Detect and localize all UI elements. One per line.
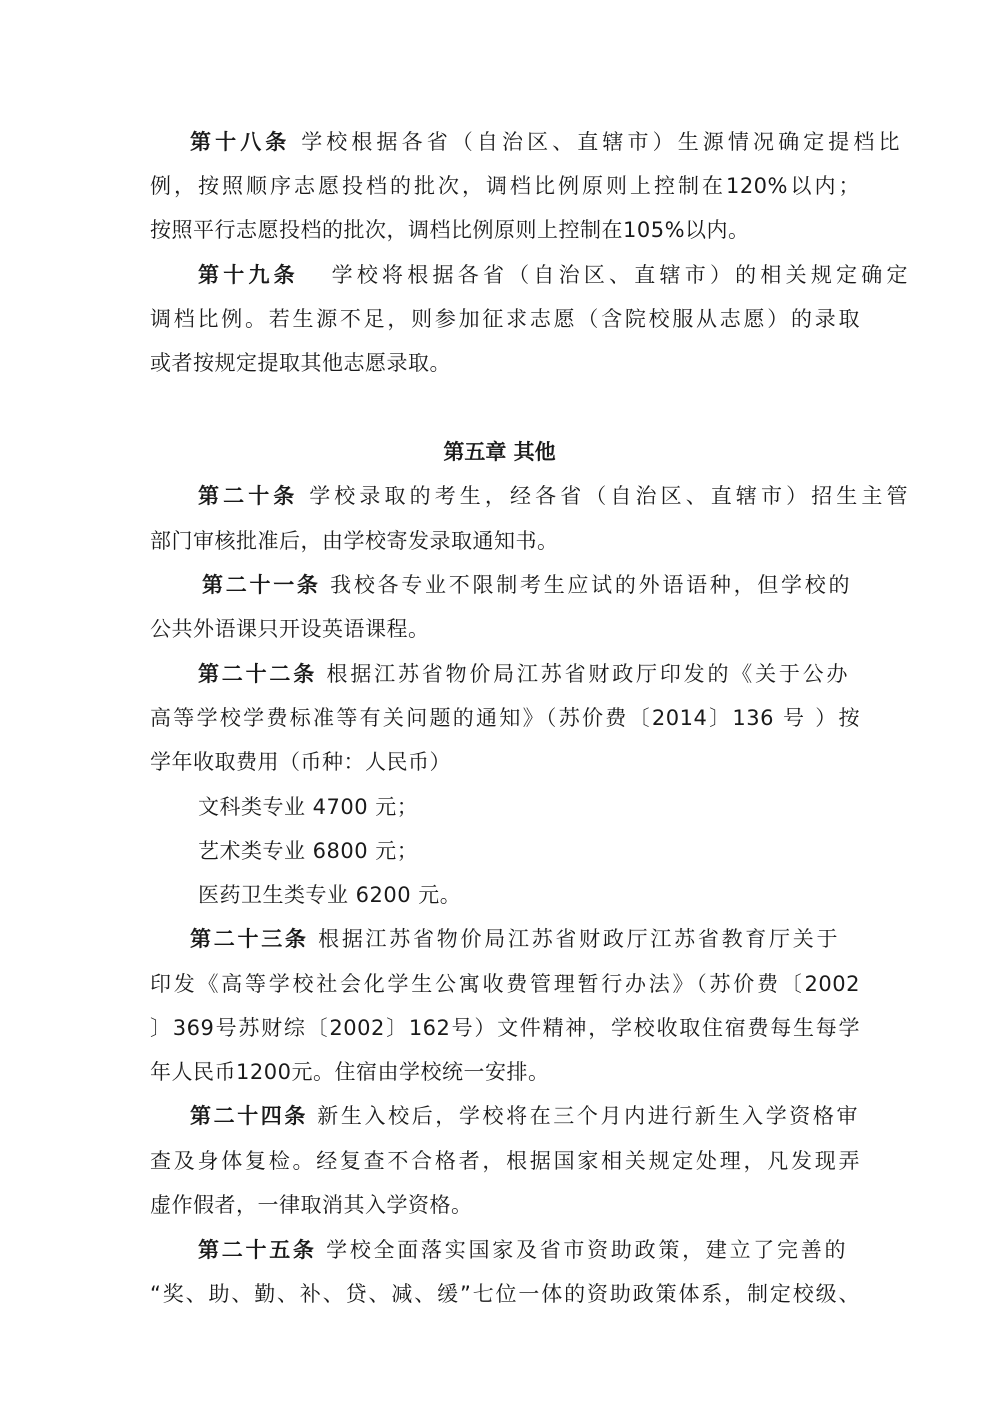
article-heading: 第二十五条 bbox=[198, 1238, 317, 1262]
article-25-line-1: 第二十五条 学校全面落实国家及省市资助政策，建立了完善的 bbox=[198, 1238, 847, 1262]
article-heading: 第二十二条 bbox=[198, 662, 318, 686]
article-23-line-3: 〕369号苏财综〔2002〕162号）文件精神，学校收取住宿费每生每学 bbox=[150, 1016, 860, 1040]
article-20-line-2: 部门审核批准后，由学校寄发录取通知书。 bbox=[150, 529, 559, 553]
article-heading: 第十八条 bbox=[190, 130, 291, 154]
article-24-line-2: 查及身体复检。经复查不合格者，根据国家相关规定处理，凡发现弄 bbox=[150, 1149, 860, 1173]
article-22-line-2: 高等学校学费标准等有关问题的通知》（苏价费〔2014〕136 号 ）按 bbox=[150, 706, 860, 730]
article-22-line-3: 学年收取费用（币种：人民币） bbox=[150, 750, 451, 774]
article-22-line-1: 第二十二条 根据江苏省物价局江苏省财政厅印发的《关于公办 bbox=[198, 662, 848, 686]
fee-item-arts: 艺术类专业 6800 元； bbox=[198, 839, 419, 863]
fee-item-liberal-arts: 文科类专业 4700 元； bbox=[198, 795, 419, 819]
article-18-line-2: 例，按照顺序志愿投档的批次，调档比例原则上控制在120%以内； bbox=[150, 174, 860, 198]
article-heading: 第二十四条 bbox=[190, 1104, 309, 1128]
article-heading: 第二十条 bbox=[198, 484, 299, 508]
article-21-line-1: 第二十一条 我校各专业不限制考生应试的外语语种，但学校的 bbox=[202, 573, 851, 597]
article-24-line-1: 第二十四条 新生入校后，学校将在三个月内进行新生入学资格审 bbox=[190, 1104, 859, 1128]
article-23-line-1: 第二十三条 根据江苏省物价局江苏省财政厅江苏省教育厅关于 bbox=[190, 927, 839, 951]
article-23-line-2: 印发《高等学校社会化学生公寓收费管理暂行办法》（苏价费〔2002 bbox=[150, 972, 860, 996]
article-18-line-1: 第十八条 学校根据各省（自治区、直辖市）生源情况确定提档比 bbox=[190, 130, 900, 154]
article-19-line-2: 调档比例。若生源不足，则参加征求志愿（含院校服从志愿）的录取 bbox=[150, 307, 860, 331]
article-19-line-1: 第十九条 学校将根据各省（自治区、直辖市）的相关规定确定 bbox=[198, 263, 909, 287]
article-19-line-3: 或者按规定提取其他志愿录取。 bbox=[150, 351, 451, 375]
article-20-line-1: 第二十条 学校录取的考生，经各省（自治区、直辖市）招生主管 bbox=[198, 484, 908, 508]
article-heading: 第十九条 bbox=[198, 263, 299, 287]
article-24-line-3: 虚作假者，一律取消其入学资格。 bbox=[150, 1193, 473, 1217]
article-heading: 第二十三条 bbox=[190, 927, 309, 951]
fee-item-medical: 医药卫生类专业 6200 元。 bbox=[198, 883, 462, 907]
chapter-title: 第五章 其他 bbox=[443, 440, 556, 464]
article-23-line-4: 年人民币1200元。住宿由学校统一安排。 bbox=[150, 1060, 550, 1084]
article-21-line-2: 公共外语课只开设英语课程。 bbox=[150, 617, 430, 641]
article-18-line-3: 按照平行志愿投档的批次，调档比例原则上控制在105%以内。 bbox=[150, 218, 750, 242]
article-heading: 第二十一条 bbox=[202, 573, 321, 597]
article-25-line-2: “奖、助、勤、补、贷、减、缓”七位一体的资助政策体系，制定校级、 bbox=[150, 1282, 860, 1306]
